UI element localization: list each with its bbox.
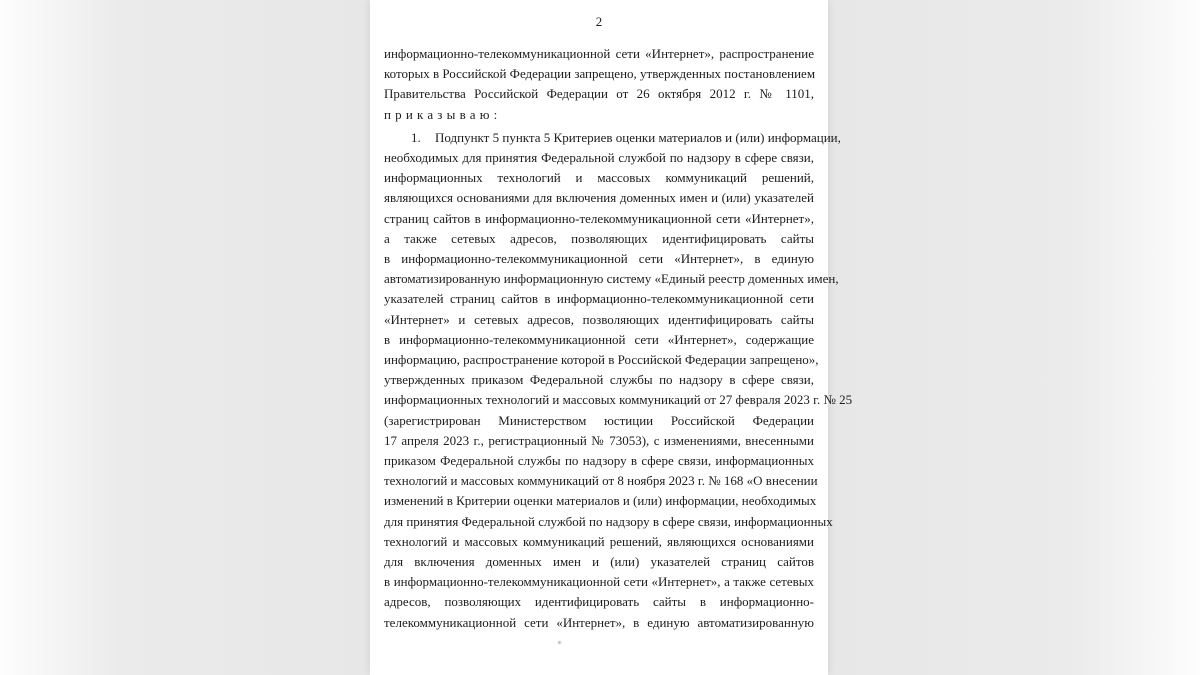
- text-line: информационных технологий и массовых коммуникаций решений,: [384, 170, 814, 186]
- text-line: приказом Федеральной службы по надзору в сфере связи, информационных: [384, 453, 814, 469]
- text-line: Правительства Российской Федерации от 26 октября 2012 г. № 1101,: [384, 86, 814, 102]
- text-line: необходимых для принятия Федеральной службой по надзору в сфере связи,: [384, 150, 814, 166]
- scan-speck: [558, 641, 561, 644]
- text-line: 17 апреля 2023 г., регистрационный № 73053), с изменениями, внесенными: [384, 432, 814, 448]
- text-line: в информационно-телекоммуникационной сети «Интернет», в единую: [384, 251, 814, 267]
- text-line: для принятия Федеральной службой по надзору в сфере связи, информационных: [384, 513, 833, 529]
- page-number: 2: [595, 14, 603, 29]
- text-line: автоматизированную информационную систему «Единый реестр доменных имен,: [384, 271, 839, 287]
- text-line: утвержденных приказом Федеральной службы по надзору в сфере связи,: [384, 372, 814, 388]
- text-line: изменений в Критерии оценки материалов и (или) информации, необходимых: [384, 493, 817, 509]
- text-line: приказываю:: [384, 106, 502, 122]
- text-line: технологий и массовых коммуникаций от 8 ноября 2023 г. № 168 «О внесении: [384, 473, 818, 489]
- text-line: страниц сайтов в информационно-телекоммуникационной сети «Интернет»,: [384, 210, 814, 226]
- text-line: в информационно-телекоммуникационной сети «Интернет», а также сетевых: [384, 574, 814, 590]
- text-line: «Интернет» и сетевых адресов, позволяющих идентифицировать сайты: [384, 311, 814, 327]
- document-page: [370, 0, 853, 675]
- text-line: для включения доменных имен и (или) указателей страниц сайтов: [384, 554, 814, 570]
- text-line: указателей страниц сайтов в информационно-телекоммуникационной сети: [384, 291, 814, 307]
- text-line: информационно-телекоммуникационной сети «Интернет», распространение: [384, 46, 814, 61]
- text-line: информацию, распространение которой в Российской Федерации запрещено»,: [384, 352, 819, 368]
- text-line: информационных технологий и массовых коммуникаций от 27 февраля 2023 г. № 25: [384, 392, 853, 408]
- text-line: являющихся основаниями для включения доменных имен и (или) указателей: [384, 190, 814, 206]
- text-line: технологий и массовых коммуникаций решений, являющихся основаниями: [384, 533, 814, 549]
- text-line: а также сетевых адресов, позволяющих идентифицировать сайты: [384, 230, 814, 246]
- text-line: (зарегистрирован Министерством юстиции Российской Федерации: [384, 412, 814, 428]
- text-line: которых в Российской Федерации запрещено, утвержденных постановлением: [384, 66, 816, 82]
- list-number: 1.: [411, 129, 421, 145]
- text-block: [384, 44, 853, 633]
- text-line: в информационно-телекоммуникационной сети «Интернет», содержащие: [384, 331, 814, 347]
- text-line: адресов, позволяющих идентифицировать сайты в информационно-: [384, 594, 814, 610]
- text-line: телекоммуникационной сети «Интернет», в единую автоматизированную: [384, 614, 814, 630]
- text-line: 1. Подпункт 5 пункта 5 Критериев оценки материалов и (или) информации,: [384, 128, 814, 148]
